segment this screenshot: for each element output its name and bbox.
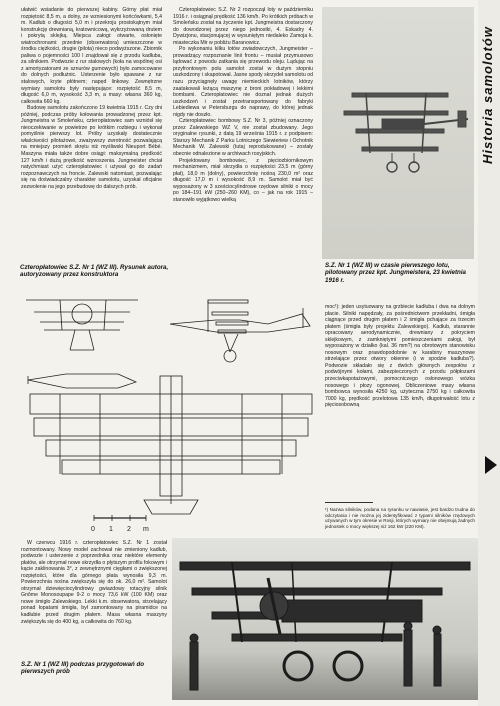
scale-unit: m	[143, 526, 149, 533]
paragraph: moc¹): jeden usytuowany na grzbiecie kadłuba i dwa na dolnym płacie. Silniki napędzały, za pośrednictwem przekładni, śmigła ciągnące przed drugim płatem i 2 śmigła pchające za trzecim płatem (śmigła były projektu Zalewskiego). Kadłub, starannie opracowany aerodynamicznie, drewniany z pokryciem sklejkowym, z zamkniętymi pomieszczeniami załogi, był wyposażony w działko (kal. 36 mm?) na obrotowym stanowisku nosowym oraz prawdopodobnie w karabiny maszynowe strzelające przez otwory okienne (i w spodzie kadłuba?). Podwozie składało się z dwóch głównych zespołów z podwójnymi kołami, zabezpieczonych z przodu półpłozami przeciwkapotażowymi, pomocniczego osłonowego wózka nosowego i płozy ogonowej. Obliczeniowe masy własna bombowca wynosiła 4250 kg, użyteczna 2750 kg i całkowita 7000 kg, prędkość przelotowa 135 km/h, długotrwałość lotu z pięciosobowną	[325, 304, 475, 409]
photo-caption: S.Z. Nr 1 (WZ III) w czasie pierwszego lotu, pilotowany przez kpt. Jungmeistera, 23 kwietnia 1916 r.	[325, 262, 466, 284]
article-column-1	[21, 7, 162, 190]
scale-bar	[94, 515, 146, 521]
paragraph: Czteropłatowiec S.Z. Nr 2 rozpoczął loty w październiku 1916 r. i osiągnął prędkość 136 km/h. Po krótkich próbach w Smoleńsku został na życzenie kpt. Jungmeistra dostarczony do dowodzonej przez niego jednostki, 4. Eskadry 4. Dywizjonu, stacjonującej w wysuniętym niedaleko Zamoja k. miasteczka Mir w pobliżu Baranowicz.	[173, 7, 313, 46]
footnote: ¹) Nazwa silników, podana na rysunku w nawiasie, jest bardzo trudna do odczytania i nie można jej zidentyfikować z typami silników rzędowych używanych w tym okresie w Rosji, których wymiary nie obejmują żadnych jednostek o mocy większej niż 162 kW (220 KM).	[325, 507, 475, 529]
article-column-3	[325, 304, 475, 409]
top-view	[30, 376, 312, 514]
photo-caption: S.Z. Nr 1 (WZ III) podczas przygotowań do pierwszych prób	[21, 661, 145, 676]
first-flight-photo	[322, 7, 474, 259]
paragraph: W czerwcu 1916 r. czteropłatowiec S.Z. Nr 1 został rozmontowany. Nowy model zachował nie zmieniony kadłub, podwozie i usterzenie z poprzednika oraz niektóre elementy płatów, ale otrzymał nowe skrzydła o płytszym profilu fokowym i kącie zaklinowania 3°, z zewnętrznymi cięgłami o zwiększonej rozpiętości, które dla górnego płata wynosiła 9,3 m. Powierzchnia nośna zwiększyła się do ok. 26,0 m². Samolot otrzymał dziewięciocylindrowy gwiazdowy rotacyjny silnik Gnôme Monosoupape 9-2 o mocy 73,6 kW (100 KM) oraz nowe śmigło Zalewskiego. Lekki k.m. obserwatora, strzelający ponad łopatami śmigła, był zamontowany na piramidce na kadłubie przed drugim płatem. Masa własna maszyny zwiększyła się do 400 kg, a całkowita do 760 kg.	[21, 540, 167, 625]
drawing-caption: Czteropłatowiec S.Z. Nr 1 (WZ III). Rysunek autora, autoryzowany przez konstruktora	[20, 264, 169, 279]
scale-label-2: 2	[127, 526, 131, 533]
section-title: Historia samolotów	[480, 26, 495, 164]
technical-drawing	[20, 264, 318, 536]
front-view	[26, 300, 138, 350]
footnote-divider	[325, 502, 373, 503]
article-column-4	[21, 540, 167, 625]
scale-label-1: 1	[109, 526, 113, 533]
section-sidebar	[478, 0, 500, 706]
paragraph: ułatwić wsiadanie do pierwszej kabiny. Górny płat miał rozpiętość 8,5 m, a dolny, ze wzniesionymi końcówkami, 5,4 m. Kadłub o długości 5,0 m i przekroju prostokątnym miał konstrukcję drewnianą, kratownicową, wykrzyżowaną drutem i pokrytą sklejką. Miejsca załogi: otwarte, osłonięte wiatrochronami: przednie (obserwatora) umieszczone w środku ciężkości, drugie (pilota) nieco podwyższone. Zbiornik paliwa o pojemności 100 l znajdował się z przodu kadłuba, za silnikiem. Podwozie z rur stalowych (koła na wspólnej osi z amortyzatorami ze sznurów gumowych) było zamocowane do dolnych podłużnic. Usterzenie było spawane z rur stalowych, kryte płótnem; napęd linkowy. Zewnętrzne wymiary samolotu były następujące: rozpiętość 8,5 m, długość 6,0 m, wysokość 3,3 m, a masy: własna 360 kg, całkowita 660 kg.	[21, 7, 162, 105]
photo-image	[172, 538, 478, 700]
paragraph: Czteropłatowiec bombowy S.Z. Nr 3, później oznaczony przez Zalewskiego WZ V, nie został zbudowany. Jego oryginalne rysunki, z datą 19 września 1915 r. z podpisem: Starszy Mechanik Z Parku Lotniczego Siewieriew i Ochotnik Mechanik W. Zalewski (tutaj reprodukowane) – zostały obecnie odnalezione w archiwach rosyjskich.	[173, 118, 313, 158]
three-view-drawing	[20, 264, 318, 536]
photo-image	[322, 7, 474, 259]
ground-preparation-photo	[172, 538, 478, 700]
paragraph: Projektowany bombowiec, z pięciozbiornikowym mechanizmem, miał skrzydła o rozpiętości 23,5 m (górny płat), 18,0 m (dolny), powierzchnię nośną 230,0 m² oraz długość 17,0 m i wysokość 8,9 m. Samolot miał być wyposażony w 3 sześciocylindrowe rzędowe silniki o mocy po 184–191 kW (250–260 KM), co – jak na rok 1915 – stanowiło wyjątkowo wielką	[173, 157, 313, 203]
side-outline	[28, 374, 136, 388]
side-view	[170, 300, 310, 362]
paragraph: Budowę samolotu zakończono 19 kwietnia 1915 r. Czy dni później, podczas próby kołowania prowadzonej przez kpt. Jungmeistra w Smoleńsku, czteropłatowiec sam wzniósł się nieoczekiwanie w powietrze po krótkim rozbiegu i wykonał pomyślnie pierwszy lot. Próby uzyskały dostatecznie właściwości pilotażowe, zważywszy zwrotność pozwalającą na mniejszy promień skrętu niż myśliwski Nieuport Bébé. Maszyna miała także dobre osiągi: maksymalną prędkość 127 km/h i dużą prędkość wznoszenia. Jungmeister chciał natychmiast użyć czteropłatowiec i używał go do zadań rozpoznawczych na froncie. Zalewski natomiast, pozwalając się na doświadczalny charakter samolotu, uzyskał oficjalne zezwolenie na jego przebudowę do dalszych prób.	[21, 105, 162, 190]
scale-label-0: 0	[91, 526, 95, 533]
paragraph: Po wykonaniu kilku lotów zwiadowczych, Jungmeister – prowadzący rozpoznanie linii frontu – musiał przymusowo lądować z powodu zatkania się przewodu oleju. Lądując na przyfrontowym polu samolot został w dużym stopniu uszkodzony i skapotował. Jasne spody skrzydeł samolotu od razu przyciągnęły uwagę niemieckich lotników, którzy zaatakowali leżącą maszynę z broni pokładowej i lekkimi bombami. Czteropłatowiec nie doznał jednak dużych uszkodzeń i został przetransportowany do fabryki Lebiediewa w Petersburgu do naprawy, do której jednak nigdy nie doszło.	[173, 46, 313, 118]
next-page-arrow-icon	[485, 456, 497, 474]
article-column-2	[173, 7, 313, 203]
